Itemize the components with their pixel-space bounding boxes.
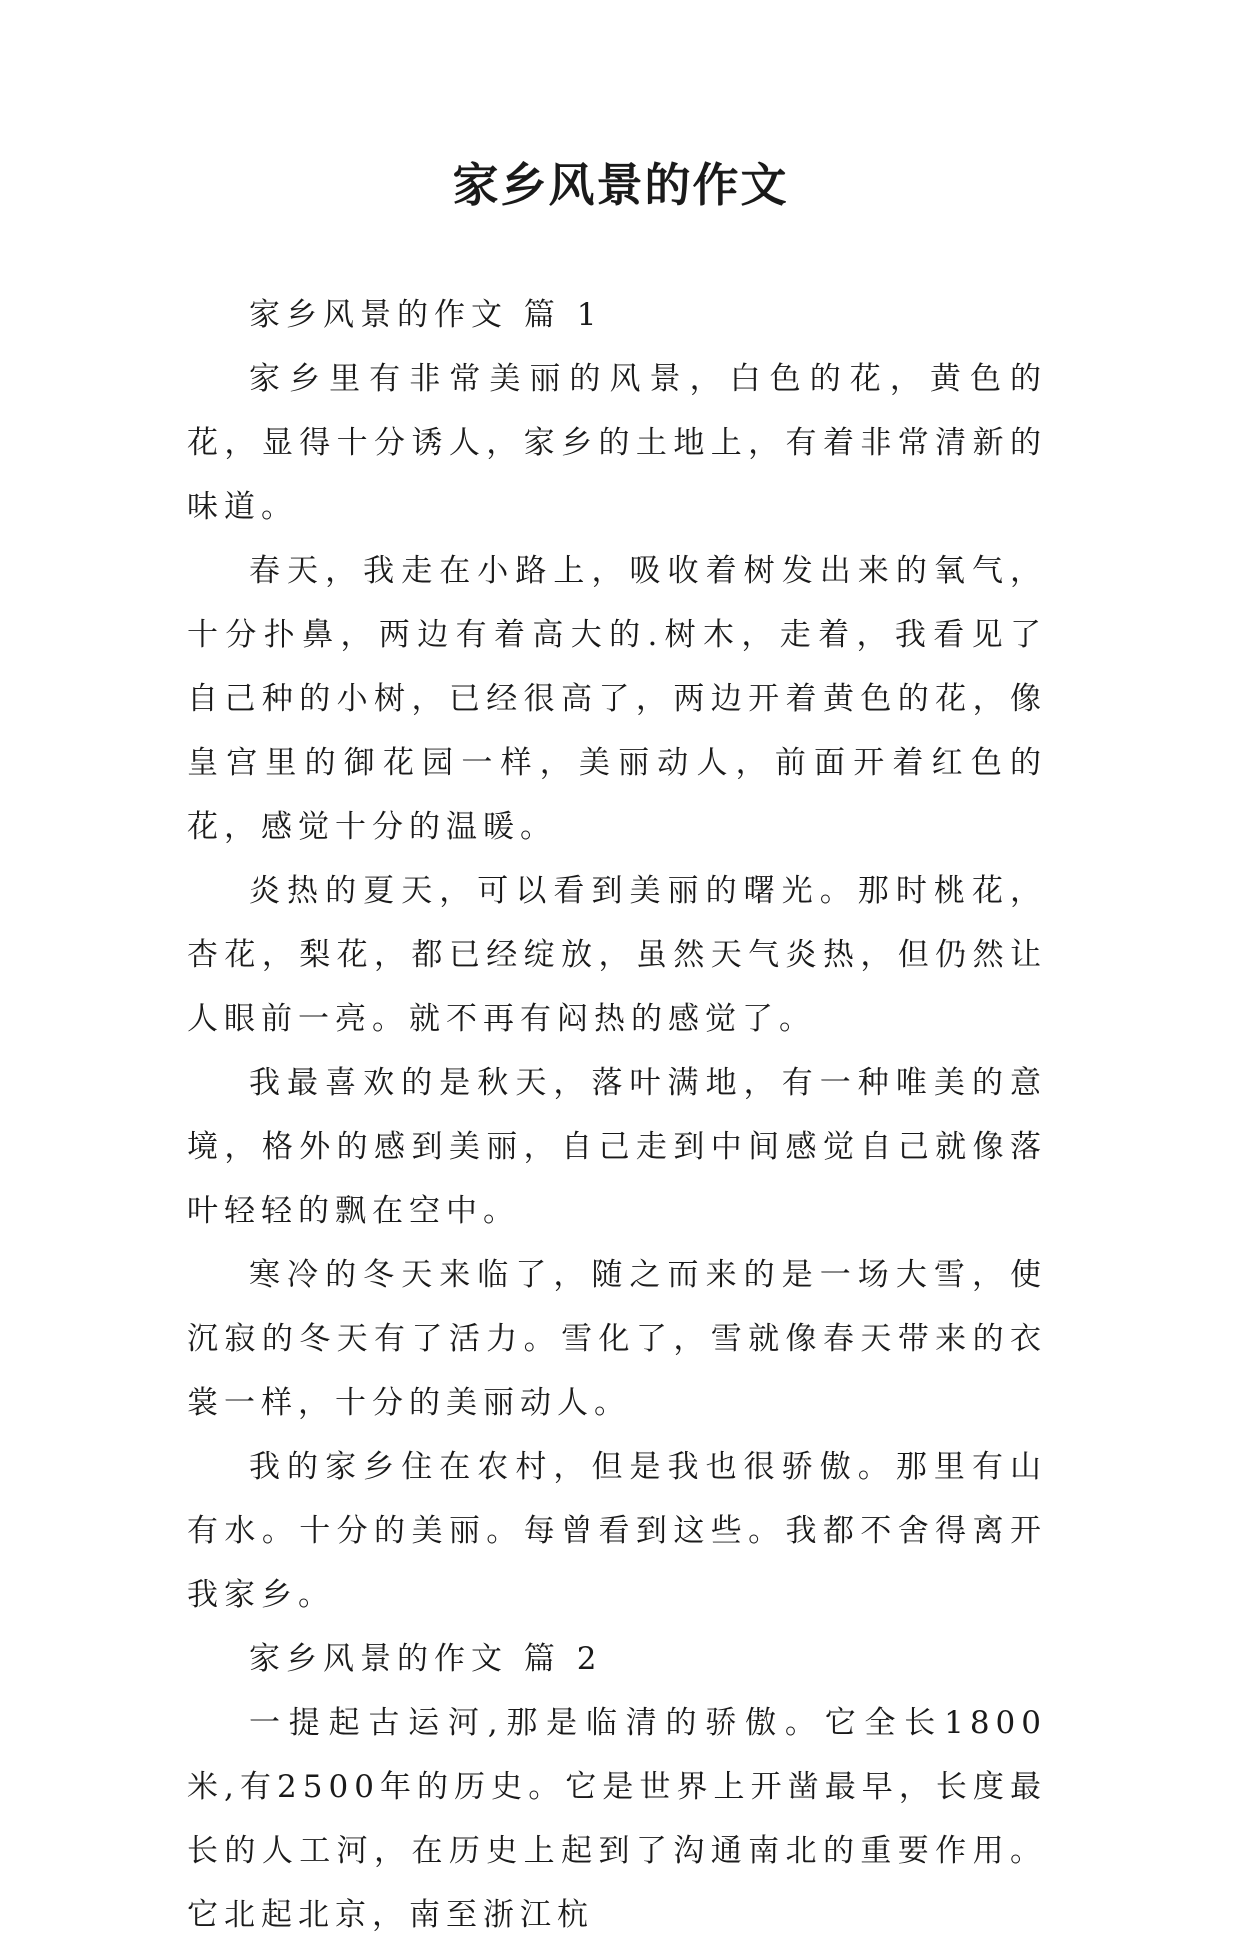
body-paragraph: 我的家乡住在农村，但是我也很骄傲。那里有山有水。十分的美丽。每曾看到这些。我都不舍得离开我家乡。: [187, 1449, 1047, 1613]
body-paragraph: 寒冷的冬天来临了，随之而来的是一场大雪，使沉寂的冬天有了活力。雪化了，雪就像春天带来的衣裳一样，十分的美丽动人。: [187, 1257, 1047, 1421]
body-paragraph: 我最喜欢的是秋天，落叶满地，有一种唯美的意境，格外的感到美丽，自己走到中间感觉自己就像落叶轻轻的飘在空中。: [187, 1065, 1047, 1229]
body-paragraph: 春天，我走在小路上，吸收着树发出来的氧气，十分扑鼻，两边有着高大的.树木，走着，我看见了自己种的小树，已经很高了，两边开着黄色的花，像皇宫里的御花园一样，美丽动人，前面开着红色的花，感觉十分的温暖。: [187, 553, 1047, 845]
body-paragraph: 家乡里有非常美丽的风景，白色的花，黄色的花，显得十分诱人，家乡的土地上，有着非常清新的味道。: [187, 361, 1047, 525]
body-paragraph: 炎热的夏天，可以看到美丽的曙光。那时桃花，杏花，梨花，都已经绽放，虽然天气炎热，但仍然让人眼前一亮。就不再有闷热的感觉了。: [187, 873, 1047, 1037]
section-heading: 家乡风景的作文 篇 1: [249, 297, 603, 333]
body-paragraph: 一提起古运河,那是临清的骄傲。它全长1800米,有2500年的历史。它是世界上开凿最早，长度最长的人工河，在历史上起到了沟通南北的重要作用。它北起北京，南至浙江杭: [187, 1705, 1047, 1933]
section-heading: 家乡风景的作文 篇 2: [249, 1641, 603, 1677]
document-body: [187, 283, 1047, 1947]
document-title: 家乡风景的作文: [452, 158, 789, 212]
